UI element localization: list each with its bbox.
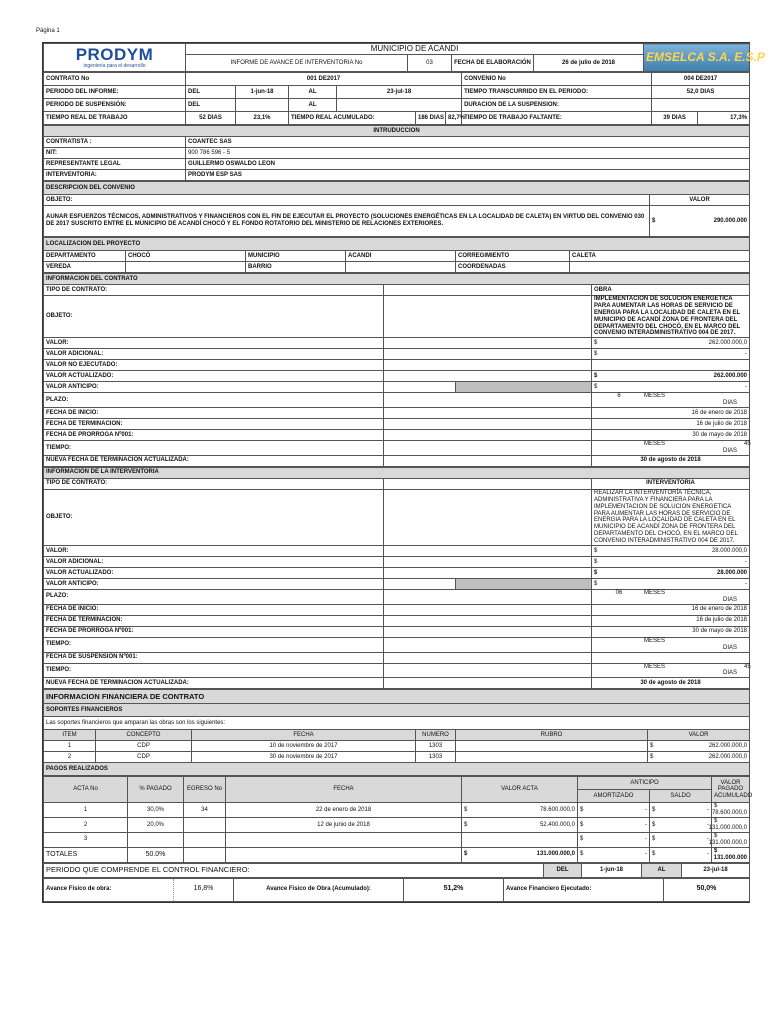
convenio-table [43,181,750,237]
iv-spacer [384,590,592,605]
informe-label: INFORME DE AVANCE DE INTERVENTORIA No [186,55,408,72]
municipio-value: ACANDI [346,251,456,262]
iv-gray-cell [456,579,592,590]
del-value: 1-jun-18 [236,86,289,99]
ci-anticipo: $ - [592,382,750,393]
ci-no-ejec [592,360,750,371]
tiempo-acum-label: TIEMPO REAL ACUMULADO: [289,112,416,125]
control-title: PERIODO QUE COMPRENDE EL CONTROL FINANCIERO: [44,863,544,877]
iv-tiempo-label: TIEMPO: [44,637,384,652]
soporte-concepto: CDP [96,752,192,763]
convenio-objeto: AUNAR ESFUERZOS TÉCNICOS, ADMINISTRATIVOS Y FINANCIEROS CON EL FIN DE EJECUTAR EL PROYECTO (SOLUCIONES ENERGÉTICAS EN LA LOCALIDAD DE CALETA) EN VIRTUD DEL CONVENIO 030 DE 2017 SUSCRITO ENTRE EL MUNICIPIO DE ACANDÍ CHOCÓ Y EL FONDO ROTATORIO DEL MINISTERIO DE RELACIONES EXTERIORES. [44,206,650,237]
tiempo-real-label: TIEMPO REAL DE TRABAJO [44,112,186,125]
control-al-label: AL [642,863,682,877]
ci-no-ejec-label: VALOR NO EJECUTADO: [44,360,384,371]
ci-nueva: 30 de agosto de 2018 [592,455,750,466]
totales-pct: 50.0% [128,847,184,862]
tiempo-real-dias: 52 DIAS [186,112,236,125]
barrio-label: BARRIO [246,262,346,273]
ci-valor: $ 262.000.000,0 [592,338,750,349]
iv-tipo: INTERVENTORIA [592,478,750,489]
al-value: 23-jul-18 [337,86,462,99]
int-label: INTERVENTORIA: [44,170,186,181]
soporte-fecha: 10 de noviembre de 2017 [192,741,416,752]
pago-acumulado: $ 78.600.000,0 [712,803,750,818]
pago-pct: 20,0% [128,818,184,833]
coordenadas-label: COORDENADAS [456,262,570,273]
totales-amort: $ - [578,847,650,862]
iv-adicional-label: VALOR ADICIONAL: [44,557,384,568]
avance-financiero-label: Avance Financiero Ejecutado: [504,878,664,901]
iv-plazo: 06 MESES DIAS [592,590,750,605]
totales-valor: $ 131.000.000,0 [462,847,578,862]
pago-acta: 2 [44,818,128,833]
pagos-col-egreso: EGRESO No [184,777,226,803]
convenio-label: CONVENIO No [462,73,652,86]
susp-del-label: DEL [186,99,236,112]
control-del-label: DEL [544,863,582,877]
pago-pct [128,832,184,847]
contrato-info-table [43,273,750,467]
iv-objeto-label: OBJETO: [44,489,384,545]
al-label: AL [289,86,337,99]
iv-termin-label: FECHA DE TERMINACION: [44,615,384,626]
pago-egreso: 34 [184,803,226,818]
localizacion-table [43,237,750,273]
coordenadas-value [570,262,750,273]
avance-fisico-label: Avance Fisico de obra: [44,878,174,901]
table-row [44,818,750,833]
iv-spacer [384,652,592,663]
pago-fecha: 12 de junio de 2018 [226,818,462,833]
totales-label: TOTALES [44,847,128,862]
pagos-table [43,776,753,862]
pago-saldo: $ - [650,803,712,818]
pago-saldo: $ - [650,832,712,847]
tiempo-acum-pct: 82,7% [446,112,462,125]
susp-al-value [337,99,462,112]
iv-tiempo2: MESES 45 DIAS [592,663,750,678]
iv-anticipo: $ - [592,579,750,590]
ci-tipo-label: TIPO DE CONTRATO: [44,285,384,296]
ci-spacer [384,393,592,408]
soporte-numero: 1303 [416,741,456,752]
ci-spacer [384,338,592,349]
ci-spacer [384,360,592,371]
soporte-fecha: 30 de noviembre de 2017 [192,752,416,763]
iv-anticipo-label: VALOR ANTICIPO: [44,579,384,590]
pagos-col-fecha: FECHA [226,777,462,803]
iv-tiempo2-label: TIEMPO: [44,663,384,678]
report-document [42,42,765,903]
pagos-col-amortizado: AMORTIZADO [578,790,650,803]
ci-spacer [384,296,592,338]
iv-spacer [384,568,592,579]
iv-actualizado-label: VALOR ACTUALIZADO: [44,568,384,579]
pago-amortizado: $ - [578,818,650,833]
contrato-info-title: INFORMACION DEL CONTRATO [44,274,750,285]
avance-fisico-acum-value: 51,2% [404,878,504,901]
iv-spacer [384,663,592,678]
susp-del-value [236,99,289,112]
ci-spacer [384,382,456,393]
iv-valor-label: VALOR: [44,546,384,557]
table-row [44,741,750,752]
soporte-concepto: CDP [96,741,192,752]
soporte-item: 1 [44,741,96,752]
iv-spacer [384,637,592,652]
ci-inicio: 16 de enero de 2018 [592,408,750,419]
tiempo-real-pct: 23,1% [236,112,289,125]
pago-acta: 3 [44,832,128,847]
financiera-table [43,689,750,776]
totales-row [44,847,750,862]
pago-valor-acta: $ 78.600.000,0 [462,803,578,818]
iv-actualizado: $ 28.000.000 [592,568,750,579]
ci-anticipo-label: VALOR ANTICIPO: [44,382,384,393]
ci-spacer [384,285,592,296]
periodo-label: PERIODO DEL INFORME: [44,86,186,99]
iv-nueva-label: NUEVA FECHA DE TERMINACION ACTUALIZADA: [44,678,384,689]
totales-saldo: $ - [650,847,712,862]
corregimiento-value: CALETA [570,251,750,262]
pagos-title: PAGOS REALIZADOS [44,763,750,776]
iv-spacer [384,615,592,626]
ci-tipo: OBRA [592,285,750,296]
soporte-valor: $ 262.000.000,0 [648,741,750,752]
ci-adicional: $ - [592,349,750,360]
pago-amortizado: $ - [578,832,650,847]
ci-spacer [384,408,592,419]
ci-prorroga-label: FECHA DE PRORROGA Nº001: [44,430,384,441]
ci-actualizado: $ 262.000.000 [592,371,750,382]
iv-spacer [384,604,592,615]
ci-termin: 16 de julio de 2018 [592,419,750,430]
pago-pct: 30,0% [128,803,184,818]
control-del-value: 1-jun-18 [582,863,642,877]
ci-spacer [384,349,592,360]
transcurrido-label: TIEMPO TRANSCURRIDO EN EL PERIODO: [462,86,652,99]
ci-spacer [384,430,592,441]
convenio-title: DESCRIPCION DEL CONVENIO [44,182,750,195]
soporte-rubro [456,752,648,763]
vereda-value [126,262,246,273]
iv-spacer [384,478,592,489]
pago-egreso [184,832,226,847]
localizacion-title: LOCALIZACION DEL PROYECTO [44,238,750,251]
barrio-value [346,262,456,273]
soporte-numero: 1303 [416,752,456,763]
ci-valor-label: VALOR: [44,338,384,349]
ci-inicio-label: FECHA DE INICIO: [44,408,384,419]
iv-tiempo: MESES DIAS [592,637,750,652]
nit-label: NIT: [44,148,186,159]
iv-objeto: REALIZAR LA INTERVENTORÍA TÉCNICA, ADMINISTRATIVA Y FINANCIERA PARA LA IMPLEMENTACION DE SOLUCION ENERGETICA PARA AUMENTAR LAS HORAS DE SERVICIO DE ENERGIA PARA LA LOCALIDAD DE CALETA EN EL MUNICIPIO DE ACANDÍ ZONA DE FRONTERA DEL DEPARTAMENTO DEL CHOCÓ, EN EL MARCO DEL CONVENIO INTERADMINISTRATIVO 004 DE 2017. [592,489,750,545]
fecha-elaboracion-label: FECHA DE ELABORACIÓN [452,55,534,72]
contratista-value: COANTEC SAS [186,137,750,148]
rep-value: GUILLERMO OSWALDO LEON [186,159,750,170]
pagos-col-saldo: SALDO [650,790,712,803]
interventoria-title: INFORMACION DE LA INTERVENTORIA [44,467,750,478]
interventoria-table [43,467,750,689]
contrato-label: CONTRATO No [44,73,186,86]
soportes-col-rubro: RUBRO [456,730,648,741]
ci-plazo: 6 MESES DIAS [592,393,750,408]
avance-table [43,878,750,902]
faltante-pct: 17,3% [698,112,750,125]
ci-spacer [384,371,592,382]
iv-prorroga-label: FECHA DE PRORROGA Nº001: [44,626,384,637]
suspension-label: PERIODO DE SUSPENSIÓN: [44,99,186,112]
control-al-value: 23-jul-18 [682,863,750,877]
iv-tipo-label: TIPO DE CONTRATO: [44,478,384,489]
soportes-title: SOPORTES FINANCIEROS [44,704,750,717]
municipio-title: MUNICIPIO DE ACANDI [186,44,644,55]
ci-nueva-label: NUEVA FECHA DE TERMINACION ACTUALIZADA: [44,455,384,466]
convenio-value: 004 DE2017 [652,73,750,86]
table-row [44,803,750,818]
pagos-col-pct: % PAGADO [128,777,184,803]
iv-spacer [384,626,592,637]
iv-inicio-label: FECHA DE INICIO: [44,604,384,615]
tiempo-acum-dias: 186 DIAS [416,112,446,125]
soporte-item: 2 [44,752,96,763]
iv-spacer [384,678,592,689]
emselca-logo: EMSELCA S.A. E.S.P [644,44,750,72]
ci-tiempo-label: TIEMPO: [44,441,384,456]
iv-valor: $ 28.000.000,0 [592,546,750,557]
soportes-col-numero: NUMERO [416,730,456,741]
ci-adicional-label: VALOR ADICIONAL: [44,349,384,360]
avance-fisico-value: 16,8% [174,878,234,901]
totales-acum: $ 131.000.000 [712,847,750,862]
faltante-dias: 39 DIAS [652,112,698,125]
iv-susp [592,652,750,663]
corregimiento-label: CORREGIMIENTO [456,251,570,262]
nit-value: 900 786 596 - 5 [186,148,750,159]
ci-tiempo: MESES 45 DIAS [592,441,750,456]
depto-value: CHOCÓ [126,251,246,262]
transcurrido-value: 52,0 DIAS [652,86,750,99]
rep-label: REPRESENTANTE LEGAL [44,159,186,170]
pago-acumulado: $ 131.000.000,0 [712,832,750,847]
iv-termin: 16 de julio de 2018 [592,615,750,626]
duracion-value [652,99,750,112]
pago-amortizado: $ - [578,803,650,818]
contract-summary [43,72,750,125]
page-label: Página 1 [36,28,60,34]
pagos-col-valor-acta: VALOR ACTA [462,777,578,803]
totales-fecha [226,847,462,862]
vereda-label: VEREDA [44,262,126,273]
pago-valor-acta: $ 52.400.000,0 [462,818,578,833]
ci-spacer [384,441,592,456]
iv-plazo-label: PLAZO: [44,590,384,605]
soportes-col-concepto: CONCEPTO [96,730,192,741]
convenio-valor-label: VALOR [650,195,750,206]
soporte-rubro [456,741,648,752]
iv-susp-label: FECHA DE SUSPENSIÓN Nº001: [44,652,384,663]
intro-table [43,125,750,181]
convenio-objeto-label: OBJETO: [44,195,650,206]
iv-prorroga: 30 de mayo de 2018 [592,626,750,637]
header-table [43,43,765,72]
municipio-label: MUNICIPIO [246,251,346,262]
pago-fecha: 22 de enero de 2018 [226,803,462,818]
financiera-title: INFORMACION FINANCIERA DE CONTRATO [44,690,750,704]
table-row [44,832,750,847]
ci-objeto: IMPLEMENTACION DE SOLUCION ENERGETICA PARA AUMENTAR LAS HORAS DE SERVICIO DE ENERGIA PARA LA LOCALIDAD DE CALETA EN EL MUNICIPIO DE ACANDÍ ZONA DE FRONTERA DEL DEPARTAMENTO DEL CHOCÓ, EN EL MARCO DEL CONVENIO INTERADMINISTRATIVO 004 DE 2017. [592,296,750,338]
pago-fecha [226,832,462,847]
pago-saldo: $ - [650,818,712,833]
pagos-col-anticipo: ANTICIPO [578,777,712,790]
prodym-logo: PRODYM ingeniería para el desarrollo [44,44,186,72]
iv-spacer [384,557,592,568]
iv-spacer [384,579,456,590]
intro-title: INTRUDUCCION [44,126,750,137]
ci-termin-label: FECHA DE TERMINACION: [44,419,384,430]
int-value: PRODYM ESP SAS [186,170,750,181]
soportes-note: Las soportes financieros que amparan las obras son los siguientes: [44,717,750,730]
pagos-col-valor-pagado: VALOR PAGADO ACUMULADO [712,777,750,803]
ci-prorroga: 30 de mayo de 2018 [592,430,750,441]
del-label: DEL [186,86,236,99]
soportes-col-fecha: FECHA [192,730,416,741]
pago-acta: 1 [44,803,128,818]
ci-gray-cell [456,382,592,393]
faltante-label: TIEMPO DE TRABAJO FALTANTE: [462,112,652,125]
susp-al-label: AL [289,99,337,112]
control-table [43,863,750,878]
iv-spacer [384,489,592,545]
totales-egreso [184,847,226,862]
contrato-value: 001 DE2017 [186,73,462,86]
pagos-col-acta: ACTA No [44,777,128,803]
depto-label: DEPARTAMENTO [44,251,126,262]
pago-acumulado: $ 131.000.000,0 [712,818,750,833]
ci-spacer [384,455,592,466]
ci-objeto-label: OBJETO: [44,296,384,338]
iv-nueva: 30 de agosto de 2018 [592,678,750,689]
iv-inicio: 16 de enero de 2018 [592,604,750,615]
soportes-col-valor: VALOR [648,730,750,741]
ci-plazo-label: PLAZO: [44,393,384,408]
pago-egreso [184,818,226,833]
soportes-col-item: ITEM [44,730,96,741]
convenio-valor: $ 290.000.000 [650,206,750,237]
table-row [44,752,750,763]
avance-financiero-value: 50,0% [664,878,750,901]
duracion-label: DURACION DE LA SUSPENSION: [462,99,652,112]
fecha-elaboracion: 26 de julio de 2018 [534,55,644,72]
avance-fisico-acum-label: Avance Fisico de Obra (Acumulado): [234,878,404,901]
ci-spacer [384,419,592,430]
soporte-valor: $ 262.000.000,0 [648,752,750,763]
iv-spacer [384,546,592,557]
ci-actualizado-label: VALOR ACTUALIZADO: [44,371,384,382]
iv-adicional: $ - [592,557,750,568]
contratista-label: CONTRATISTA : [44,137,186,148]
informe-number: 03 [408,55,452,72]
pago-valor-acta [462,832,578,847]
